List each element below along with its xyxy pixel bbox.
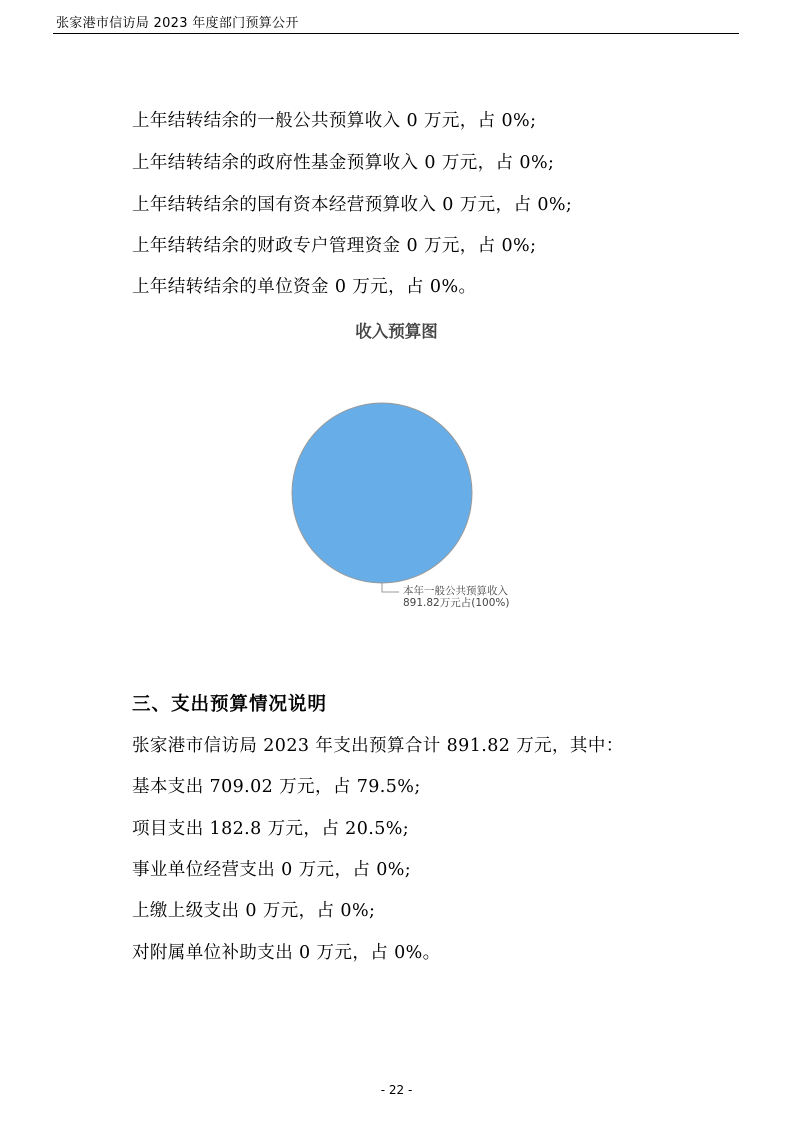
pie-slice-general-budget-income bbox=[292, 403, 472, 583]
document-header: 张家港市信访局 2023 年度部门预算公开 bbox=[56, 16, 299, 31]
expenditure-business-line: 事业单位经营支出 0 万元，占 0%; bbox=[132, 860, 412, 880]
carryover-line-unit-funds: 上年结转结余的单位资金 0 万元，占 0%。 bbox=[132, 277, 477, 297]
pie-slice-label-value: 891.82万元占(100%) bbox=[403, 597, 510, 609]
pie-leader-line bbox=[382, 583, 399, 592]
pie-slice-label-name: 本年一般公共预算收入 bbox=[403, 585, 508, 597]
carryover-line-state-capital: 上年结转结余的国有资本经营预算收入 0 万元，占 0%; bbox=[132, 195, 573, 215]
chart-title: 收入预算图 bbox=[355, 322, 438, 341]
expenditure-subsidiary-line: 对附属单位补助支出 0 万元，占 0%。 bbox=[132, 943, 441, 963]
expenditure-project-line: 项目支出 182.8 万元，占 20.5%; bbox=[132, 819, 410, 839]
carryover-line-fund-budget: 上年结转结余的政府性基金预算收入 0 万元，占 0%; bbox=[132, 153, 555, 173]
section-heading-expenditure: 三、支出预算情况说明 bbox=[132, 694, 328, 715]
expenditure-basic-line: 基本支出 709.02 万元，占 79.5%; bbox=[132, 777, 421, 797]
expenditure-total-line: 张家港市信访局 2023 年支出预算合计 891.82 万元，其中： bbox=[132, 736, 624, 756]
expenditure-upper-level-line: 上缴上级支出 0 万元，占 0%; bbox=[132, 901, 376, 921]
carryover-line-special-account: 上年结转结余的财政专户管理资金 0 万元，占 0%; bbox=[132, 236, 537, 256]
carryover-line-general-budget: 上年结转结余的一般公共预算收入 0 万元，占 0%; bbox=[132, 111, 537, 131]
header-divider bbox=[53, 33, 739, 34]
page-number: - 22 - bbox=[380, 1083, 413, 1097]
